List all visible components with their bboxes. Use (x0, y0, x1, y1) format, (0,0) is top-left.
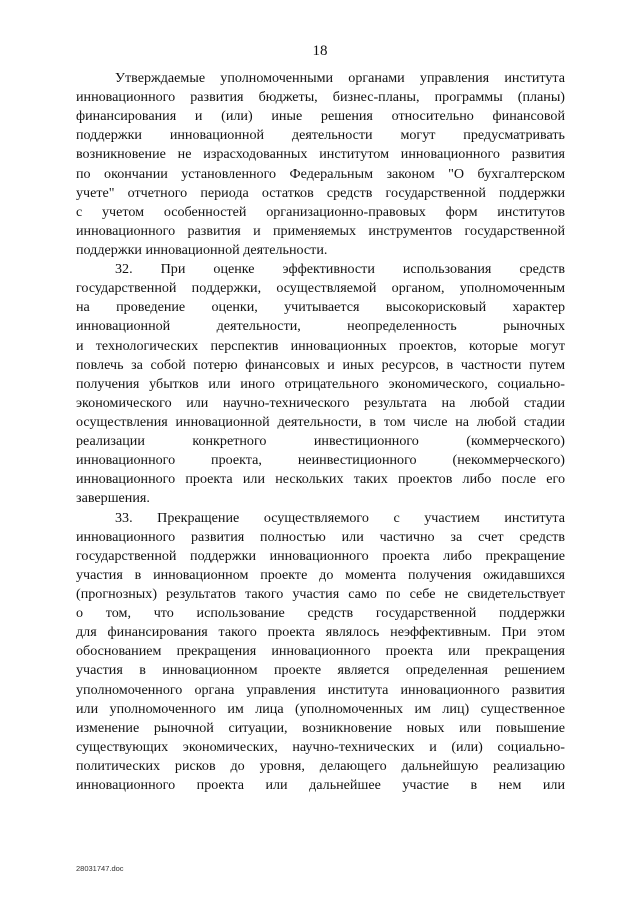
text-line: государственной поддержки, осуществляемой органом, уполномоченным (76, 280, 565, 297)
page-number: 18 (312, 43, 328, 59)
text-line: 32. При оценке эффективности использования средств (115, 261, 565, 278)
text-line: или уполномоченного им лица (уполномоченных им лиц) существенное (76, 700, 565, 717)
text-line: инновационной деятельности, неопределенность рыночных (76, 318, 565, 335)
text-line: осуществления инновационной деятельности, в том числе на любой стадии (76, 413, 565, 430)
text-line: (прогнозных) результатов такого участия само по себе не свидетельствует (76, 585, 565, 602)
text-line: 33. Прекращение осуществляемого с участием института (115, 509, 565, 526)
text-line: Утверждаемые уполномоченными органами управления института (115, 70, 565, 86)
text-line: финансирования и (или) иные решения относительно финансовой (76, 108, 565, 125)
text-line: уполномоченного органа управления института инновационного развития (76, 681, 565, 698)
text-line: инновационного развития полностью или частично за счет средств (76, 528, 565, 545)
footer-filename: 28031747.doc (76, 864, 124, 873)
text-line: поддержки инновационной деятельности могут предусматривать (76, 127, 565, 144)
text-line: с учетом особенностей организационно-правовых форм институтов (76, 203, 565, 220)
text-line: поддержки инновационной деятельности. (76, 241, 328, 258)
text-line: по окончании установленного Федеральным законом "О бухгалтерском (76, 165, 565, 182)
text-line: участия в инновационном проекте до момента получения ожидавшихся (76, 566, 565, 583)
text-line: реализации конкретного инвестиционного (коммерческого) (76, 433, 565, 450)
text-line: возникновение не израсходованных институтом инновационного развития (76, 146, 565, 163)
text-line: повлечь за собой потерю финансовых и иных ресурсов, в частности путем (76, 356, 565, 373)
text-line: и технологических перспектив инновационных проектов, которые могут (76, 337, 565, 354)
text-line: получения убытков или иного отрицательного экономического, социально- (76, 375, 565, 392)
text-line: на проведение оценки, учитывается высокорисковый характер (76, 299, 565, 316)
text-line: государственной поддержки инновационного проекта либо прекращение (76, 547, 565, 564)
text-line: инновационного проекта, неинвестиционного (некоммерческого) (76, 452, 565, 469)
text-line: инновационного развития бюджеты, бизнес-планы, программы (планы) (76, 89, 565, 106)
text-line: инновационного развития и применяемых инструментов государственной (76, 222, 565, 239)
text-line: изменение рыночной ситуации, возникновение новых или повышение (76, 719, 565, 736)
text-line: экономического или научно-технического результата на любой стадии (76, 394, 565, 411)
document-body (76, 69, 565, 795)
text-line: о том, что использование средств государственной поддержки (76, 605, 565, 622)
text-line: инновационного проекта или дальнейшее участие в нем или (76, 777, 565, 794)
text-line: учете" отчетного периода остатков средств государственной поддержки (76, 184, 565, 201)
text-line: политических рисков до уровня, делающего дальнейшую реализацию (76, 757, 565, 774)
text-line: существующих экономических, научно-технических и (или) социально- (76, 738, 565, 755)
text-line: участия в инновационном проекте является определенная решением (76, 662, 565, 679)
text-line: обоснованием прекращения инновационного проекта или прекращения (76, 643, 565, 660)
text-line: для финансирования такого проекта являлось неэффективным. При этом (76, 624, 565, 641)
text-line: завершения. (76, 490, 150, 507)
text-line: инновационного проекта или нескольких таких проектов либо после его (76, 471, 565, 488)
